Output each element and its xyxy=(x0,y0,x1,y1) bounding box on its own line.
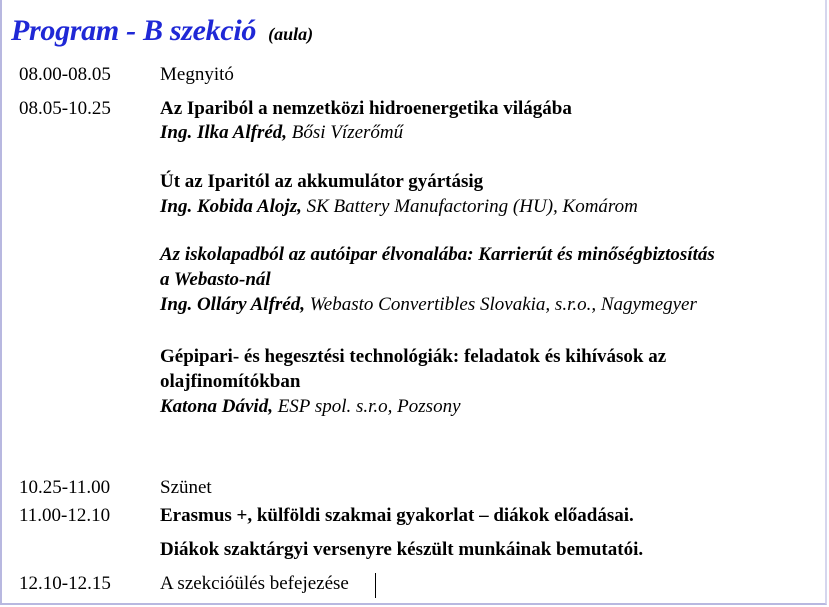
slot-5-text: A szekcióülés befejezése xyxy=(160,573,349,594)
talk-4-title-line2: olajfinomítókban xyxy=(160,371,301,392)
page-title xyxy=(11,14,313,48)
slot-1-text: Megnyitó xyxy=(160,64,234,85)
talk-4-title-line1: Gépipari- és hegesztési technológiák: feladatok és kihívások az xyxy=(160,346,667,367)
talk-4-affiliation: ESP spol. s.r.o, Pozsony xyxy=(272,396,461,417)
talk-1-presenter xyxy=(160,121,403,145)
talk-3-affiliation: Webasto Convertibles Slovakia, s.r.o., Nagymegyer xyxy=(304,294,697,315)
talk-3-presenter xyxy=(160,293,697,317)
talk-4-speaker: Katona Dávid, xyxy=(160,396,273,417)
slot-3-text: Szünet xyxy=(160,477,212,498)
talk-2-speaker: Ing. Kobida Alojz, xyxy=(160,196,302,217)
talk-2-title: Út az Iparitól az akkumulátor gyártásig xyxy=(160,171,484,192)
time-slot-5: 12.10-12.15 xyxy=(19,573,111,594)
time-slot-4: 11.00-12.10 xyxy=(19,505,111,526)
title-main: Program - B szekció xyxy=(11,14,257,47)
talk-3-speaker: Ing. Olláry Alfréd, xyxy=(160,294,305,315)
slot-4-line1: Erasmus +, külföldi szakmai gyakorlat – diákok előadásai. xyxy=(160,505,634,526)
time-slot-1: 08.00-08.05 xyxy=(19,64,111,85)
talk-2-presenter xyxy=(160,195,638,219)
talk-2-affiliation: SK Battery Manufactoring (HU), Komárom xyxy=(301,196,638,217)
text-cursor xyxy=(375,573,376,598)
time-slot-3: 10.25-11.00 xyxy=(19,477,111,498)
time-slot-2: 08.05-10.25 xyxy=(19,98,111,119)
talk-4-presenter xyxy=(160,395,461,419)
talk-3-title-line2: a Webasto-nál xyxy=(160,269,271,290)
talk-3-title-line1: Az iskolapadból az autóipar élvonalába: Karrierút és minőségbiztosítás xyxy=(160,244,715,265)
talk-1-affiliation: Bősi Vízerőmű xyxy=(287,122,404,143)
talk-1-speaker: Ing. Ilka Alfréd, xyxy=(160,122,288,143)
title-venue: (aula) xyxy=(268,24,314,44)
slot-4-line2: Diákok szaktárgyi versenyre készült munkáinak bemutatói. xyxy=(160,539,644,560)
talk-1-title: Az Ipariból a nemzetközi hidroenergetika világába xyxy=(160,98,572,119)
